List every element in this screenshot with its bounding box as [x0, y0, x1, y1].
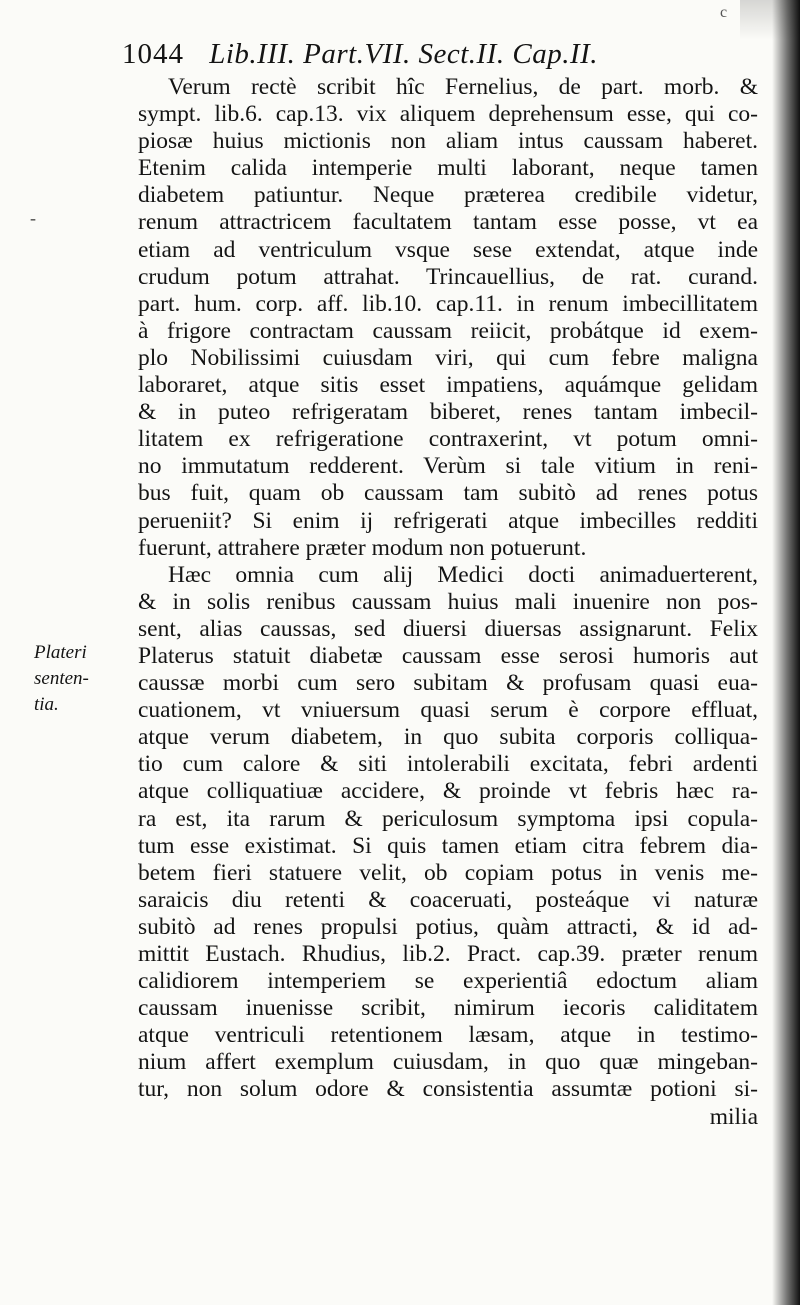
- page-number: 1044: [122, 38, 184, 70]
- text-line: bus fuit, quam ob caussam tam subitò ad renes potus: [138, 480, 758, 507]
- text-line: ra est, ita rarum & periculosum symptoma ipsi copula-: [138, 805, 758, 832]
- text-line: Platerus statuit diabetæ caussam esse serosi humoris aut: [138, 642, 758, 669]
- margin-note-line: Plateri: [34, 642, 87, 663]
- text-line: à frigore contractam caussam reiicit, probátque id exem-: [138, 317, 758, 344]
- text-line: caussam inuenisse scribit, nimirum iecoris caliditatem: [138, 995, 758, 1022]
- text-line: perueniit? Si enim ij refrigerati atque imbecilles redditi: [138, 507, 758, 534]
- text-line: Hæc omnia cum alij Medici docti animaduerterent,: [168, 561, 758, 588]
- text-line: subitò ad renes propulsi potius, quàm attracti, & id ad-: [138, 913, 758, 940]
- margin-stray-mark: -: [30, 208, 36, 228]
- text-line: no immutatum redderent. Verùm si tale vitium in reni-: [138, 453, 758, 480]
- text-line: milia: [709, 1103, 758, 1130]
- text-line: saraicis diu retenti & coaceruati, posteáque vi naturæ: [138, 886, 758, 913]
- text-line: atque colliquatiuæ accidere, & proinde vt febris hæc ra-: [138, 778, 758, 805]
- text-line: tum esse existimat. Si quis tamen etiam citra febrem dia-: [138, 832, 758, 859]
- text-line: Verum rectè scribit hîc Fernelius, de part. morb. &: [168, 74, 758, 100]
- text-line: fuerunt, attrahere præter modum non potuerunt.: [138, 534, 587, 561]
- text-line: part. hum. corp. aff. lib.10. cap.11. in renum imbecillitatem: [138, 290, 758, 317]
- margin-note-line: senten-: [34, 668, 89, 689]
- text-line: atque ventriculi retentionem læsam, atque in testimo-: [138, 1022, 758, 1049]
- text-line: litatem ex refrigeratione contraxerint, vt potum omni-: [138, 426, 758, 453]
- corner-mark: c: [720, 4, 728, 21]
- text-line: sent, alias caussas, sed diuersi diuersas assignarunt. Felix: [138, 615, 758, 642]
- text-line: calidiorem intemperiem se experientiâ edoctum aliam: [138, 968, 758, 995]
- text-line: caussæ morbi cum sero subitam & profusam quasi eua-: [138, 670, 758, 697]
- text-line: laboraret, atque sitis esset impatiens, aquámque gelidam: [138, 372, 758, 399]
- text-line: & in solis renibus caussam huius mali inuenire non pos-: [138, 588, 758, 615]
- margin-note: [34, 640, 124, 718]
- text-line: tur, non solum odore & consistentia assumtæ potioni si-: [138, 1076, 758, 1103]
- text-line: plo Nobilissimi cuiusdam viri, qui cum febre maligna: [138, 344, 758, 371]
- text-line: betem fieri statuere velit, ob copiam potus in venis me-: [138, 859, 758, 886]
- text-line: crudum potum attrahat. Trincauellius, de rat. curand.: [138, 263, 758, 290]
- text-line: renum attractricem facultatem tantam esse posse, vt ea: [138, 209, 758, 236]
- margin-note-line: tia.: [34, 694, 59, 715]
- text-line: nium affert exemplum cuiusdam, in quo quæ mingeban-: [138, 1049, 758, 1076]
- text-line: diabetem patiuntur. Neque præterea credibile videtur,: [138, 182, 758, 209]
- text-line: mittit Eustach. Rhudius, lib.2. Pract. cap.39. præter renum: [138, 941, 758, 967]
- text-line: & in puteo refrigeratam biberet, renes tantam imbecil-: [138, 399, 758, 426]
- page-header: [122, 34, 762, 74]
- text-line: piosæ huius mictionis non aliam intus caussam haberet.: [138, 128, 758, 155]
- body-text: [138, 74, 758, 1131]
- text-line: sympt. lib.6. cap.13. vix aliquem deprehensum esse, qui co-: [138, 101, 758, 128]
- text-line: tio cum calore & siti intolerabili excitata, febri ardenti: [138, 751, 758, 778]
- running-head: Lib.III. Part.VII. Sect.II. Cap.II.: [209, 38, 599, 70]
- text-line: Etenim calida intemperie multi laborant, neque tamen: [138, 155, 758, 182]
- text-line: cuationem, vt vniuersum quasi serum è corpore effluat,: [138, 697, 758, 724]
- text-line: atque verum diabetem, in quo subita corporis colliqua-: [138, 724, 758, 751]
- page-edge-shadow: [772, 0, 800, 1305]
- text-line: etiam ad ventriculum vsque sese extendat, atque inde: [138, 236, 758, 263]
